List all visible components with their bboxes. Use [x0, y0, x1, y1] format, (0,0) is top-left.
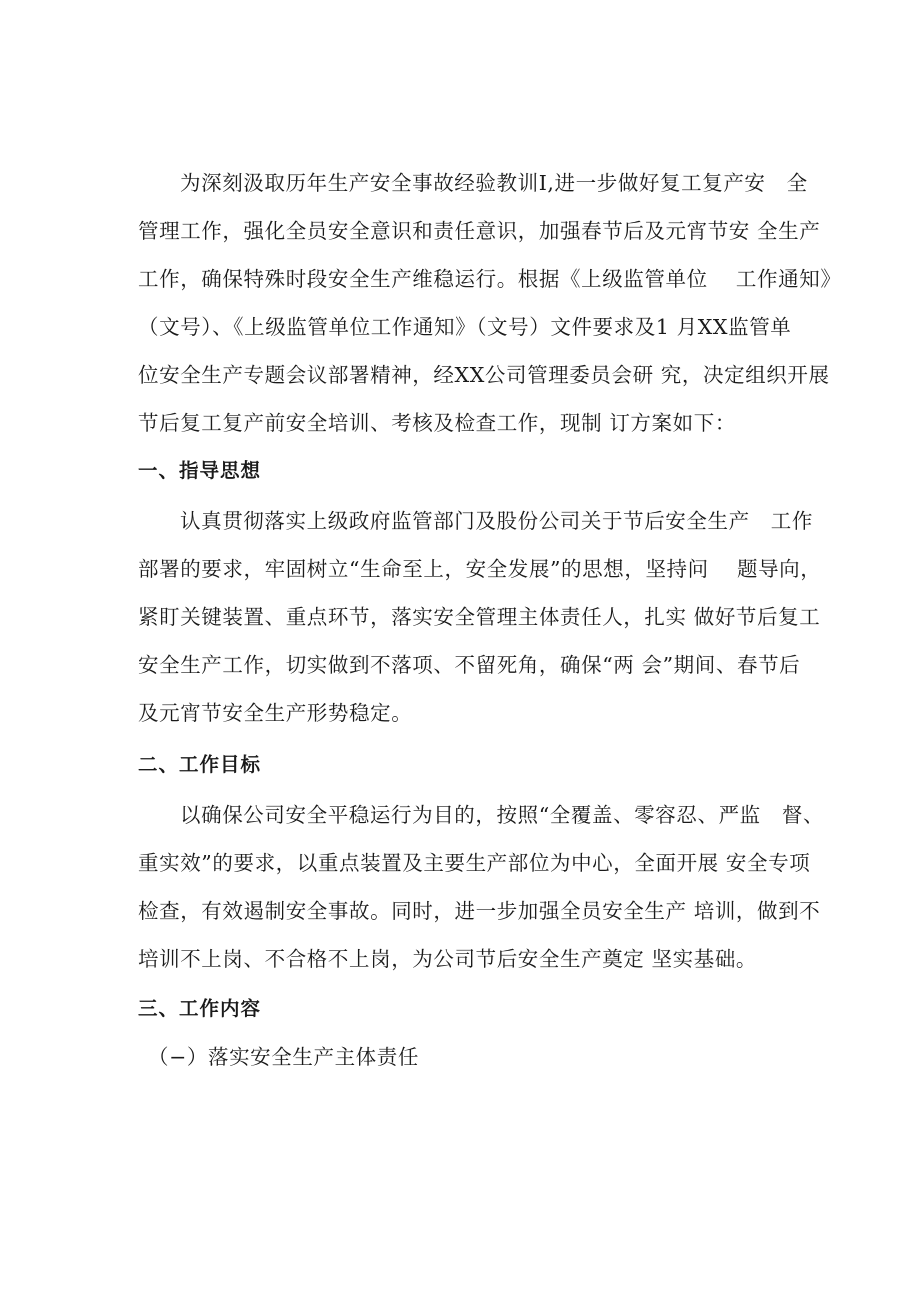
section2-line-1: 以确保公司安全平稳运行为目的，按照“全覆盖、零容忍、严监 督、 — [180, 803, 825, 827]
intro-line-2: 管理工作，强化全员安全意识和责任意识，加强春节后及元宵节安 全生产 — [138, 219, 821, 243]
section1-line-1: 认真贯彻落实上级政府监管部门及股份公司关于节后安全生产 工作 — [180, 509, 813, 533]
section1-line-2: 部署的要求，牢固树立“生命至上，安全发展”的思想，坚持问 题导向， — [138, 557, 822, 581]
subsection-heading-responsibility: （−）落实安全生产主体责任 — [148, 1045, 419, 1069]
section-heading-work-goals: 二、工作目标 — [138, 753, 262, 776]
section2-line-2: 重实效”的要求，以重点装置及主要生产部位为中心，全面开展 安全专项 — [138, 851, 811, 875]
intro-line-1: 为深刻汲取历年生产安全事故经验教训I,进一步做好复工复产安 全 — [180, 171, 808, 195]
section1-line-4: 安全生产工作，切实做到不落项、不留死角，确保“两 会”期间、春节后 — [138, 653, 801, 677]
intro-line-6: 节后复工复产前安全培训、考核及检查工作，现制 订方案如下： — [138, 411, 736, 435]
section-heading-guiding-ideology: 一、指导思想 — [138, 459, 262, 482]
section-heading-work-content: 三、工作内容 — [138, 997, 262, 1020]
intro-line-5: 位安全生产专题会议部署精神，经XX公司管理委员会研 究，决定组织开展 — [138, 363, 830, 387]
intro-line-4: （文号）、《上级监管单位工作通知》（文号）文件要求及1 月XX监管单 — [138, 315, 792, 339]
section2-line-4: 培训不上岗、不合格不上岗，为公司节后安全生产奠定 坚实基础。 — [138, 947, 758, 971]
section1-line-5: 及元宵节安全生产形势稳定。 — [138, 701, 413, 725]
section2-line-3: 检查，有效遏制安全事故。同时，进一步加强全员安全生产 培训，做到不 — [138, 899, 821, 923]
section1-line-3: 紧盯关键装置、重点环节，落实安全管理主体责任人，扎实 做好节后复工 — [138, 605, 821, 629]
intro-line-3: 工作，确保特殊时段安全生产维稳运行。根据《上级监管单位 工作通知》 — [138, 267, 842, 291]
